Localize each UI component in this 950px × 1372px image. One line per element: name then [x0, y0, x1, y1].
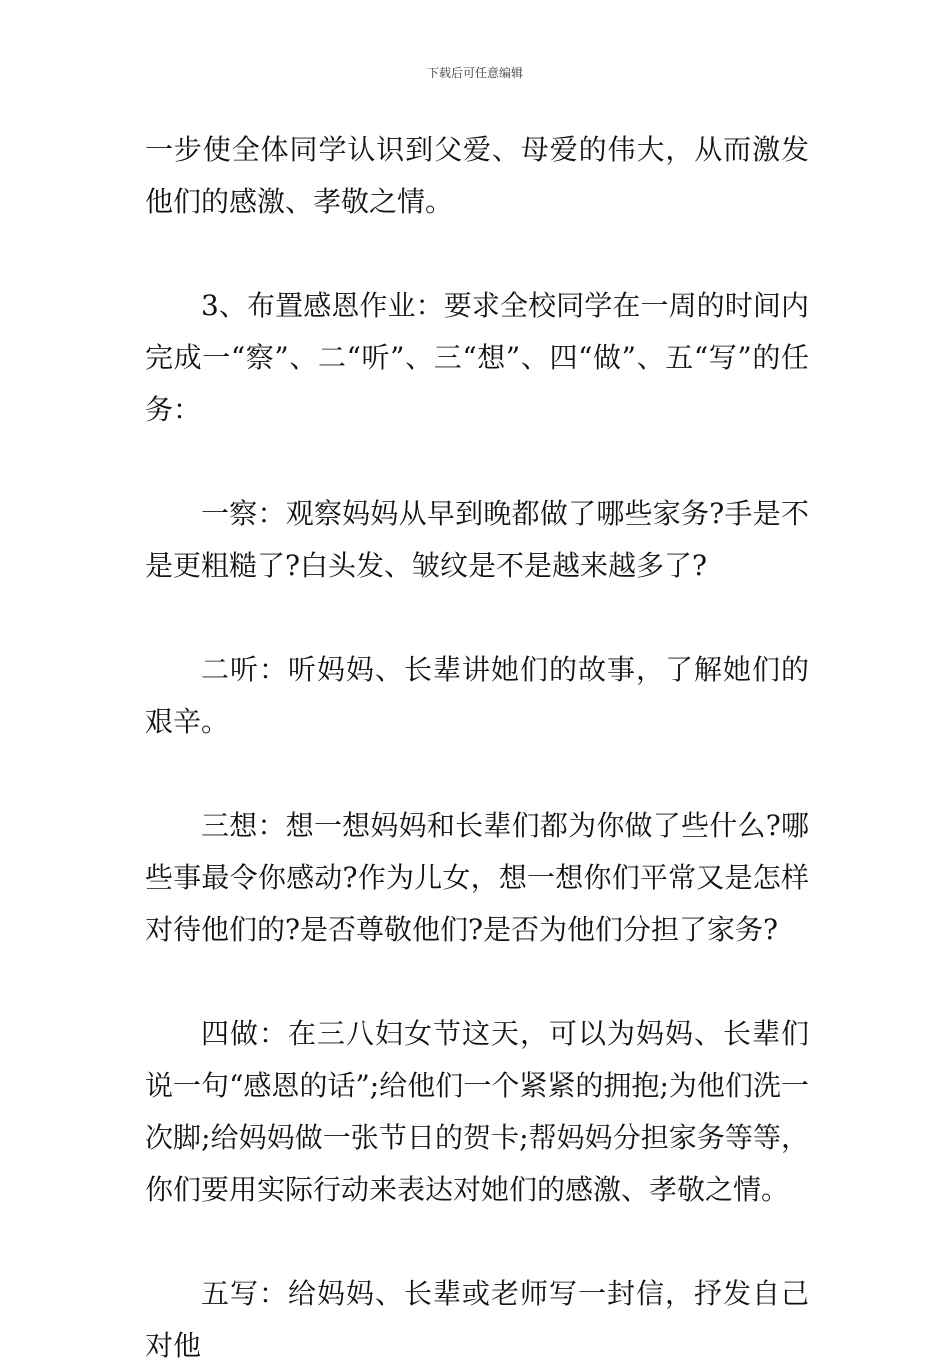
paragraph-think: 三想：想一想妈妈和长辈们都为你做了些什么?哪些事最令你感动?作为儿女，想一想你们平常又是怎样对待他们的?是否尊敬他们?是否为他们分担了家务? — [145, 809, 809, 946]
page-header: 下载后可任意编辑 — [426, 66, 523, 80]
paragraph-observe: 一察：观察妈妈从早到晚都做了哪些家务?手是不是更粗糙了?白头发、皱纹是不是越来越多了? — [145, 497, 809, 582]
paragraph-listen: 二听：听妈妈、长辈讲她们的故事，了解她们的艰辛。 — [145, 653, 809, 738]
paragraph-write: 五写：给妈妈、长辈或老师写一封信，抒发自己对他 — [145, 1277, 809, 1362]
paragraph-assignment: 3、布置感恩作业：要求全校同学在一周的时间内完成一“察”、二“听”、三“想”、四“做”、五“写”的任务： — [145, 289, 809, 426]
document-body — [145, 124, 809, 1372]
paragraph-continuation: 一步使全体同学认识到父爱、母爱的伟大，从而激发他们的感激、孝敬之情。 — [145, 133, 809, 218]
paragraph-do: 四做：在三八妇女节这天，可以为妈妈、长辈们说一句“感恩的话”;给他们一个紧紧的拥抱;为他们洗一次脚;给妈妈做一张节日的贺卡;帮妈妈分担家务等等，你们要用实际行动来表达对她们的感激、孝敬之情。 — [145, 1017, 809, 1206]
